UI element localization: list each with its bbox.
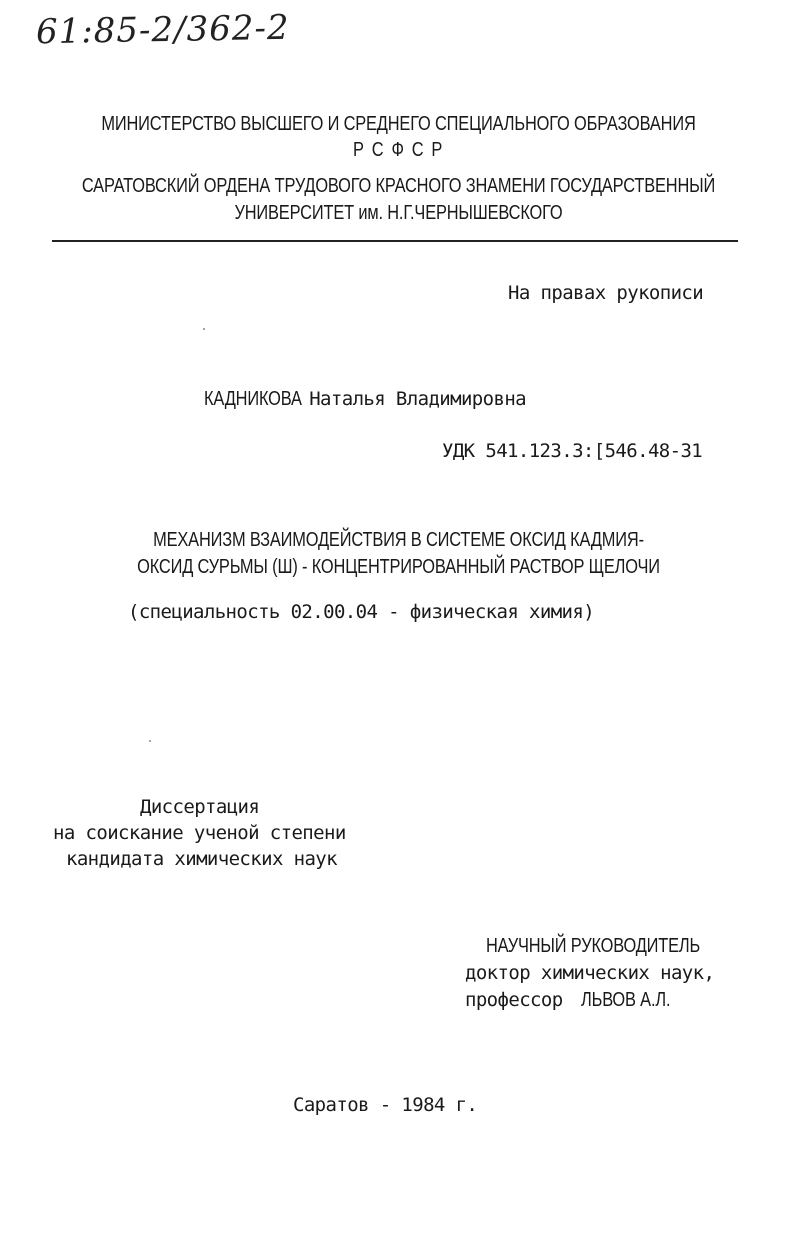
republic-heading: Р С Ф С Р bbox=[352, 139, 445, 161]
dissertation-purpose: на соискание ученой степени bbox=[53, 822, 346, 844]
university-heading-line1: САРАТОВСКИЙ ОРДЕНА ТРУДОВОГО КРАСНОГО ЗНАМЕНИ ГОСУДАРСТВЕННЫЙ bbox=[81, 175, 716, 197]
place-and-year: Саратов - 1984 г. bbox=[293, 1094, 478, 1116]
supervisor-heading: НАУЧНЫЙ РУКОВОДИТЕЛЬ bbox=[486, 935, 701, 957]
supervisor-title: профессор bbox=[465, 989, 563, 1011]
handwritten-catalog-mark: 61:85-2/362-2 bbox=[35, 7, 290, 53]
thesis-title-line1: МЕХАНИЗМ ВЗАИМОДЕЙСТВИЯ В СИСТЕМЕ ОКСИД КАДМИЯ- bbox=[153, 529, 644, 551]
manuscript-rights-note: На правах рукописи bbox=[508, 282, 704, 304]
university-heading-line2: УНИВЕРСИТЕТ им. Н.Г.ЧЕРНЫШЕВСКОГО bbox=[234, 202, 563, 224]
author-given-names: Наталья Владимировна bbox=[309, 388, 526, 410]
supervisor-name-line bbox=[465, 987, 690, 1013]
ministry-heading: МИНИСТЕРСТВО ВЫСШЕГО И СРЕДНЕГО СПЕЦИАЛЬНОГО ОБРАЗОВАНИЯ bbox=[101, 113, 696, 135]
specialty-line: (специальность 02.00.04 - физическая химия) bbox=[128, 601, 595, 623]
header-divider bbox=[52, 240, 738, 242]
paper-speck bbox=[203, 328, 205, 330]
thesis-title-line2: ОКСИД СУРЬМЫ (Ш) - КОНЦЕНТРИРОВАННЫЙ РАСТВОР ЩЕЛОЧИ bbox=[137, 556, 660, 578]
dissertation-label: Диссертация bbox=[140, 796, 260, 818]
udc-code: УДК 541.123.3:[546.48-31 bbox=[442, 440, 703, 462]
paper-speck bbox=[149, 740, 151, 742]
supervisor-name: ЛЬВОВ А.Л. bbox=[581, 989, 671, 1011]
supervisor-degree: доктор химических наук, bbox=[465, 962, 715, 984]
dissertation-degree: кандидата химических наук bbox=[66, 848, 337, 870]
author-name bbox=[204, 386, 526, 412]
author-surname: КАДНИКОВА bbox=[204, 388, 302, 410]
